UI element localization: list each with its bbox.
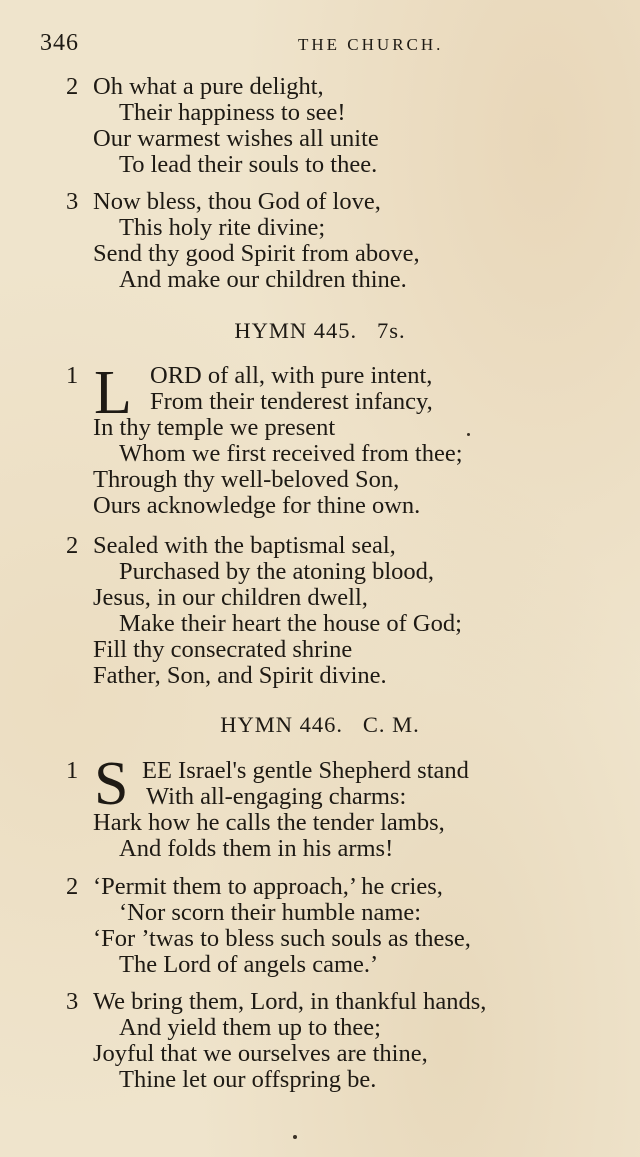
verse-line: And make our children thine. <box>119 266 407 293</box>
page-header <box>40 30 610 60</box>
verse-line: Ours acknowledge for thine own. <box>93 492 421 519</box>
verse-line: Father, Son, and Spirit divine. <box>93 662 387 689</box>
verse-line: EE Israel's gentle Shepherd stand <box>142 757 469 784</box>
verse-line: In thy temple we present <box>93 414 336 441</box>
verse-line: This holy rite divine; <box>119 214 326 241</box>
verse-line: Sealed with the baptismal seal, <box>93 532 396 559</box>
verse-line: ORD of all, with pure intent, <box>150 362 433 389</box>
verse-line: Oh what a pure delight, <box>93 73 324 100</box>
verse-block <box>66 533 626 689</box>
verse-line: With all-engaging charms: <box>146 783 407 810</box>
verse-block <box>66 750 626 862</box>
verse-number: 2 <box>66 873 79 900</box>
verse-block <box>66 189 626 293</box>
verse-line: Purchased by the atoning blood, <box>119 558 435 585</box>
verse-line: Hark how he calls the tender lambs, <box>93 809 445 836</box>
verse-line: Whom we first received from thee; <box>119 440 463 467</box>
verse-number: 2 <box>66 73 79 100</box>
running-title: THE CHURCH. <box>298 35 444 54</box>
verse-block <box>66 74 626 178</box>
verse-line: From their tenderest infancy, <box>150 388 433 415</box>
verse-line: We bring them, Lord, in thankful hands, <box>93 988 487 1015</box>
verse-line: The Lord of angels came.’ <box>119 951 379 978</box>
verse-block <box>66 989 626 1093</box>
verse-line: Fill thy consecrated shrine <box>93 636 353 663</box>
verse-line: Our warmest wishes all unite <box>93 125 379 152</box>
verse-line: Thine let our offspring be. <box>119 1066 377 1093</box>
verse-number: 2 <box>66 532 79 559</box>
verse-number: 1 <box>66 362 79 389</box>
verse-number: 3 <box>66 988 79 1015</box>
verse-number: 3 <box>66 188 79 215</box>
verse-line: Jesus, in our children dwell, <box>93 584 368 611</box>
verse-line: Now bless, thou God of love, <box>93 188 381 215</box>
ink-speck <box>467 433 470 436</box>
verse-block <box>66 359 626 519</box>
verse-line: And folds them in his arms! <box>119 835 394 862</box>
verse-line: And yield them up to thee; <box>119 1014 381 1041</box>
verse-line: ‘For ’twas to bless such souls as these, <box>93 925 471 952</box>
hymn-title: HYMN 445. 7s. <box>234 318 406 343</box>
verse-block <box>66 874 626 978</box>
verse-line: To lead their souls to thee. <box>119 151 378 178</box>
drop-cap: L <box>94 359 132 427</box>
verse-line: Make their heart the house of God; <box>119 610 462 637</box>
verse-line: Joyful that we ourselves are thine, <box>93 1040 428 1067</box>
printer-mark <box>293 1135 297 1139</box>
verse-line: Send thy good Spirit from above, <box>93 240 420 267</box>
verse-line: ‘Permit them to approach,’ he cries, <box>93 873 443 900</box>
hymn-title: HYMN 446. C. M. <box>220 712 420 737</box>
verse-line: ‘Nor scorn their humble name: <box>119 899 422 926</box>
verse-line: Through thy well-beloved Son, <box>93 466 400 493</box>
drop-cap: S <box>94 750 129 818</box>
page-number: 346 <box>40 30 79 56</box>
verse-line: Their happiness to see! <box>119 99 346 126</box>
verse-number: 1 <box>66 757 79 784</box>
